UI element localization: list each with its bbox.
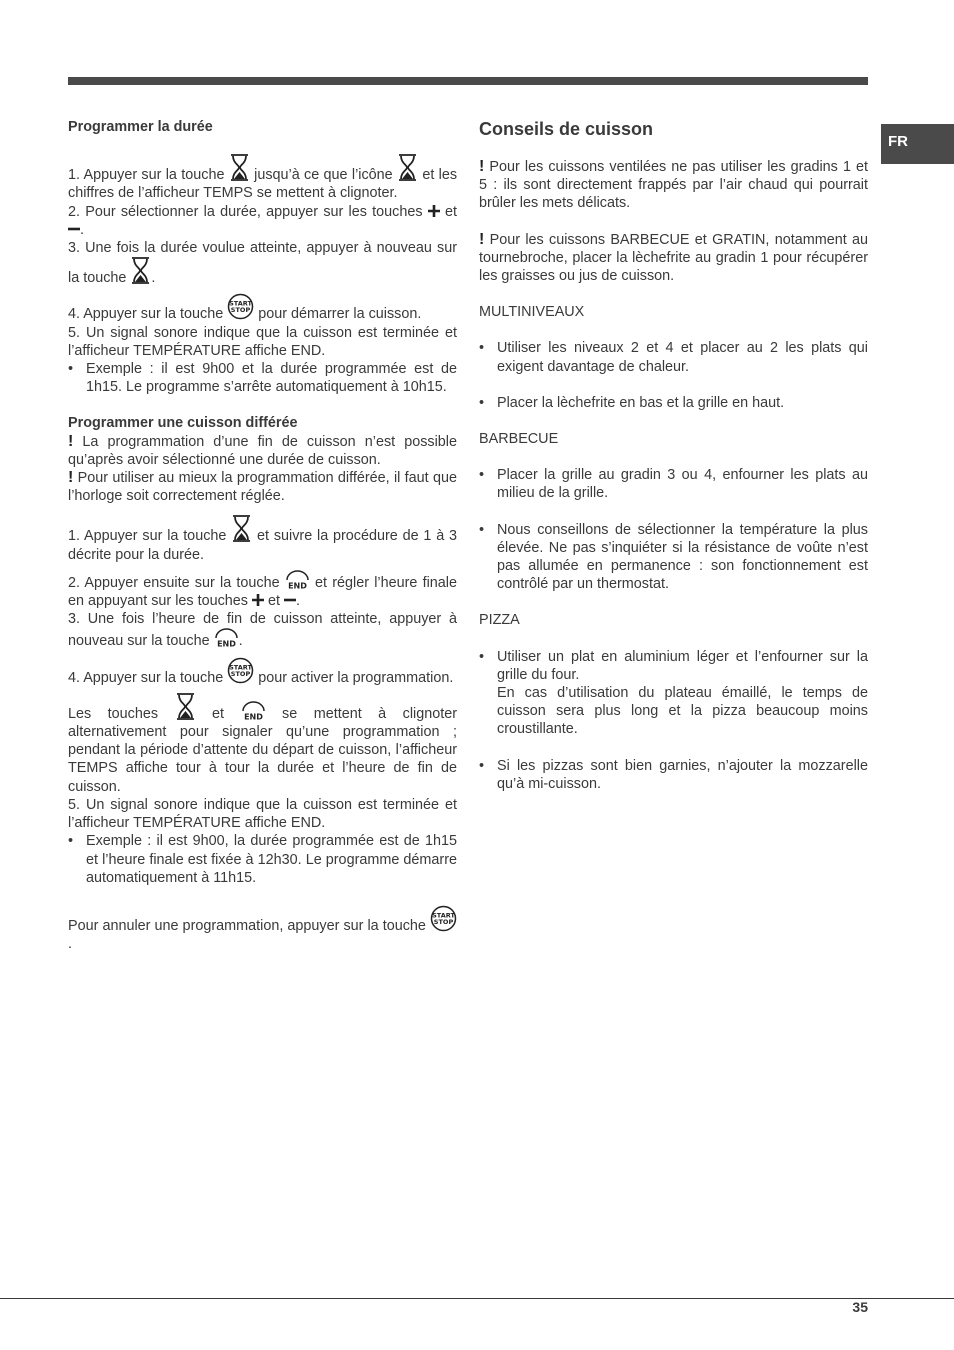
warning-mark: !: [479, 158, 485, 175]
svg-text:START: START: [229, 299, 253, 308]
cancel-note: Pour annuler une programmation, appuyer sur la touche START STOP .: [68, 905, 457, 953]
start-stop-icon: [227, 293, 254, 320]
right-column: [479, 118, 868, 793]
hourglass-icon: [175, 693, 196, 720]
hourglass-icon: [130, 257, 151, 284]
svg-text:START: START: [229, 663, 253, 672]
tip-warning-2: ! Pour les cuissons BARBECUE et GRATIN, notamment au tournebroche, placer la lèchefrite au gradin 1 pour récupérer les graisses ou jus de cuisson.: [479, 230, 869, 285]
end-icon: [285, 570, 310, 590]
duration-step-1: 1. Appuyer sur la touche jusqu’à ce que l’icône et les chiffres de l’afficheur TEMPS se mettent à clignoter.: [68, 154, 457, 202]
delayed-warning-2: ! Pour utiliser au mieux la programmation différée, il faut que l’horloge soit correctement réglée.: [68, 469, 458, 505]
delayed-blink-note: Les touches et END se mettent à clignoter alternativement pour signaler qu’une programmation ; pendant la période d’attente du départ de cuisson, l’afficheur TEMPS affiche tour à tour la durée et l’heure de fin de cuisson.: [68, 693, 457, 796]
duration-step-5: 5. Un signal sonore indique que la cuisson est terminée et l’afficheur TEMPÉRATURE affiche END.: [68, 324, 457, 359]
svg-text:START: START: [432, 911, 455, 920]
plus-icon: [252, 594, 264, 606]
delayed-step-4: 4. Appuyer sur la touche START STOP pour activer la programmation.: [68, 657, 457, 687]
language-tab: [881, 124, 954, 164]
hourglass-icon: [229, 154, 250, 181]
left-column: [68, 118, 457, 953]
page-number: 35: [852, 1299, 868, 1315]
tip-warning-1: ! Pour les cuissons ventilées ne pas utiliser les gradins 1 et 5 : ils sont directement frappés par l’air chaud qui pourrait brûler les mets délicats.: [479, 158, 869, 212]
delayed-step-2: 2. Appuyer ensuite sur la touche END et régler l’heure finale en appuyant sur les touches et .: [68, 570, 457, 610]
duration-heading: Programmer la durée: [68, 119, 213, 135]
pizza-tip-1-detail: En cas d’utilisation du plateau émaillé, le temps de cuisson sera plus long et la pizza beaucoup moins croustillante.: [497, 685, 868, 738]
minus-icon: [68, 223, 80, 235]
duration-step-2: 2. Pour sélectionner la durée, appuyer sur les touches et .: [68, 203, 457, 238]
delayed-step-3: 3. Une fois l’heure de fin de cuisson atteinte, appuyer à nouveau sur la touche END .: [68, 611, 457, 650]
duration-step-3: 3. Une fois la durée voulue atteinte, appuyer à nouveau sur la touche .: [68, 240, 457, 287]
start-stop-icon: [430, 905, 457, 932]
delayed-step-1: 1. Appuyer sur la touche et suivre la procédure de 1 à 3 décrite pour la durée.: [68, 515, 457, 563]
duration-step-4: 4. Appuyer sur la touche START STOP pour démarrer la cuisson.: [68, 293, 457, 323]
multilevel-tip-2: • Placer la lèchefrite en bas et la grille en haut.: [479, 394, 868, 412]
barbecue-tip-1: • Placer la grille au gradin 3 ou 4, enfourner les plats au milieu de la grille.: [479, 466, 868, 502]
hourglass-icon: [231, 515, 252, 542]
svg-text:STOP: STOP: [231, 669, 251, 678]
multilevel-tip-1: • Utiliser les niveaux 2 et 4 et placer au 2 les plats qui exigent davantage de chaleur.: [479, 339, 868, 375]
top-rule: [68, 77, 868, 85]
barbecue-heading: BARBECUE: [479, 431, 559, 448]
warning-mark: !: [479, 230, 485, 248]
warning-mark: !: [68, 432, 74, 450]
barbecue-tip-2: • Nous conseillons de sélectionner la température la plus élevée. Ne pas s’inquiéter si la résistance de voûte n’est pas allumée en permanence : son fonctionnement est contrôlé par un thermostat.: [479, 521, 868, 594]
pizza-heading: PIZZA: [479, 612, 520, 629]
svg-text:STOP: STOP: [433, 917, 454, 926]
language-label: FR: [888, 133, 908, 150]
warning-mark: !: [68, 469, 74, 487]
duration-example: • Exemple : il est 9h00 et la durée programmée est de 1h15. Le programme s’arrête automatiquement à 10h15.: [68, 360, 457, 396]
multilevel-heading: MULTINIVEAUX: [479, 304, 585, 321]
end-icon: [241, 701, 266, 721]
pizza-tip-2: • Si les pizzas sont bien garnies, n’ajouter la mozzarelle qu’à mi-cuisson.: [479, 757, 868, 793]
end-icon: [214, 628, 239, 648]
footer-rule: [0, 1298, 954, 1299]
start-stop-icon: [227, 657, 254, 684]
minus-icon: [284, 594, 296, 606]
svg-text:STOP: STOP: [231, 306, 251, 315]
delayed-example: • Exemple : il est 9h00, la durée programmée est de 1h15 et l’heure finale est fixée à 12h30. Le programme démarre automatiquement à 11h15.: [68, 832, 457, 887]
svg-text:END: END: [287, 581, 307, 590]
cooking-tips-title: Conseils de cuisson: [479, 119, 654, 139]
svg-text:END: END: [216, 639, 236, 649]
svg-text:END: END: [243, 712, 263, 721]
hourglass-icon: [397, 154, 418, 181]
plus-icon: [428, 205, 440, 217]
pizza-tip-1: [479, 648, 868, 739]
delayed-warning-1: ! La programmation d’une fin de cuisson n’est possible qu’après avoir sélectionné une durée de cuisson.: [68, 432, 457, 468]
delayed-step-5: 5. Un signal sonore indique que la cuisson est terminée et l’afficheur TEMPÉRATURE affiche END.: [68, 796, 457, 832]
pizza-tip-1-text: • Utiliser un plat en aluminium léger et l’enfourner sur la grille du four.: [497, 648, 868, 683]
delayed-heading: Programmer une cuisson différée: [68, 415, 298, 432]
